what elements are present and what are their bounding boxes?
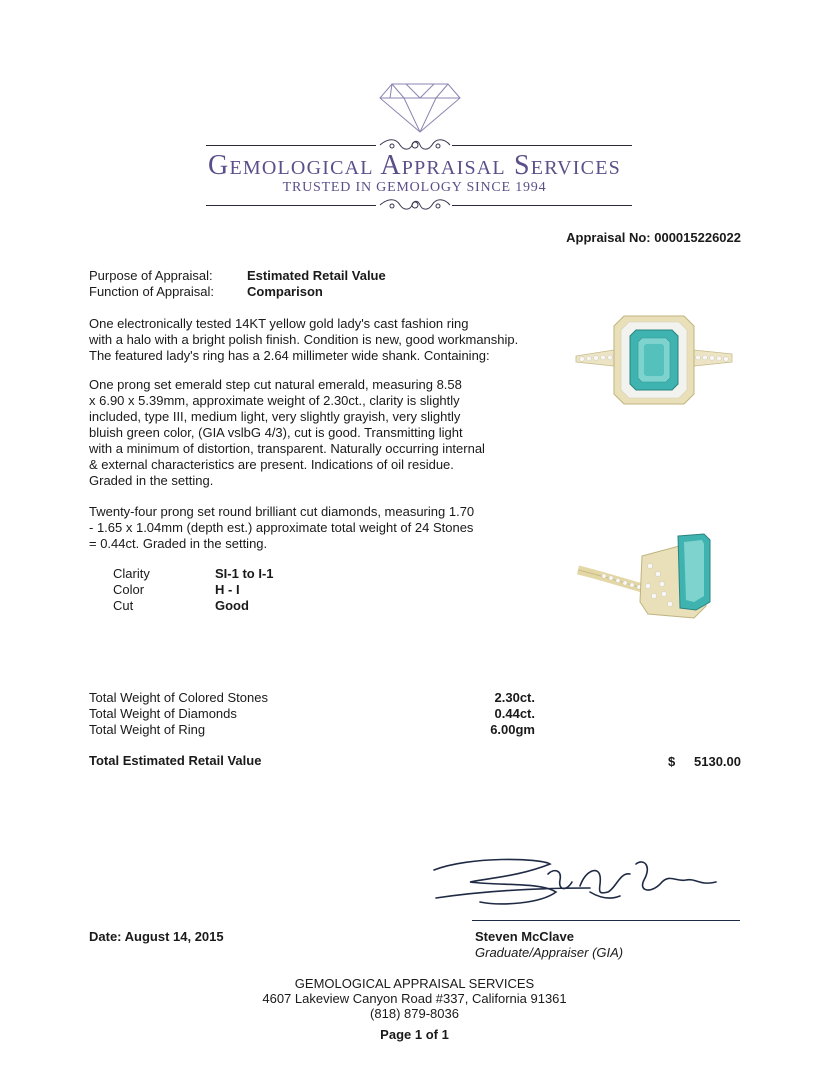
description-line: One prong set emerald step cut natural emerald, measuring 8.58 bbox=[89, 377, 462, 392]
scroll-ornament-bottom-icon bbox=[378, 196, 452, 214]
grade-value-color: H - I bbox=[215, 582, 240, 597]
grade-value-cut: Good bbox=[215, 598, 249, 613]
purpose-value: Estimated Retail Value bbox=[247, 268, 386, 283]
diamond-description bbox=[89, 504, 519, 552]
purpose-label: Purpose of Appraisal: bbox=[89, 268, 213, 283]
emerald-description bbox=[89, 377, 519, 489]
description-line: Twenty-four prong set round brilliant cut diamonds, measuring 1.70 bbox=[89, 504, 475, 519]
grade-label-clarity: Clarity bbox=[113, 566, 150, 581]
appraiser-signature bbox=[430, 852, 740, 922]
description-line: bluish green color, (GIA vslbG 4/3), cut is good. Transmitting light bbox=[89, 425, 463, 440]
retail-value-label: Total Estimated Retail Value bbox=[89, 753, 262, 768]
description-line: with a halo with a bright polish finish. Condition is new, good workmanship. bbox=[89, 332, 519, 347]
function-value: Comparison bbox=[247, 284, 323, 299]
grade-value-clarity: SI-1 to I-1 bbox=[215, 566, 274, 581]
signature-line bbox=[472, 920, 740, 921]
description-line: One electronically tested 14KT yellow gold lady's cast fashion ring bbox=[89, 316, 469, 331]
description-line: x 6.90 x 5.39mm, approximate weight of 2.30ct., clarity is slightly bbox=[89, 393, 460, 408]
appraiser-title: Graduate/Appraiser (GIA) bbox=[475, 945, 624, 960]
grade-label-color: Color bbox=[113, 582, 145, 597]
footer-phone: (818) 879-8036 bbox=[370, 1006, 459, 1021]
retail-amount: 5130.00 bbox=[694, 754, 741, 769]
function-label: Function of Appraisal: bbox=[89, 284, 215, 299]
company-tagline: TRUSTED IN GEMOLOGY SINCE 1994 bbox=[282, 180, 547, 195]
header-rule-bottom-right bbox=[452, 205, 632, 206]
total-colored-stones-label: Total Weight of Colored Stones bbox=[89, 690, 268, 705]
total-diamonds-value: 0.44ct. bbox=[494, 706, 535, 721]
retail-currency: $ bbox=[668, 754, 676, 769]
company-logo-title: Gemological Appraisal Services bbox=[208, 150, 621, 181]
description-line: = 0.44ct. Graded in the setting. bbox=[89, 536, 268, 551]
header-rule-top-left bbox=[206, 145, 376, 146]
description-line: included, type III, medium light, very slightly grayish, very slightly bbox=[89, 409, 461, 424]
ring-description bbox=[89, 316, 519, 364]
grade-label-cut: Cut bbox=[113, 598, 134, 613]
total-ring-weight-label: Total Weight of Ring bbox=[89, 722, 206, 737]
total-ring-weight-value: 6.00gm bbox=[490, 722, 535, 737]
description-line: - 1.65 x 1.04mm (depth est.) approximate total weight of 24 Stones bbox=[89, 520, 474, 535]
footer-company: GEMOLOGICAL APPRAISAL SERVICES bbox=[294, 976, 535, 991]
appraisal-date: Date: August 14, 2015 bbox=[89, 929, 224, 944]
description-line: & external characteristics are present. Indications of oil residue. bbox=[89, 457, 454, 472]
footer-address: 4607 Lakeview Canyon Road #337, California 91361 bbox=[262, 991, 567, 1006]
total-diamonds-label: Total Weight of Diamonds bbox=[89, 706, 237, 721]
ring-side-view-image bbox=[574, 526, 734, 626]
header-rule-top-right bbox=[452, 145, 632, 146]
diamond-logo-icon bbox=[378, 82, 462, 134]
description-line: Graded in the setting. bbox=[89, 473, 214, 488]
description-line: The featured lady's ring has a 2.64 millimeter wide shank. Containing: bbox=[89, 348, 490, 363]
appraisal-number: Appraisal No: 000015226022 bbox=[566, 230, 741, 245]
header-rule-bottom-left bbox=[206, 205, 376, 206]
appraiser-name: Steven McClave bbox=[475, 929, 574, 944]
description-line: with a minimum of distortion, transparent. Naturally occurring internal bbox=[89, 441, 485, 456]
total-colored-stones-value: 2.30ct. bbox=[494, 690, 535, 705]
ring-top-view-image bbox=[574, 310, 734, 410]
page-number: Page 1 of 1 bbox=[380, 1027, 449, 1042]
